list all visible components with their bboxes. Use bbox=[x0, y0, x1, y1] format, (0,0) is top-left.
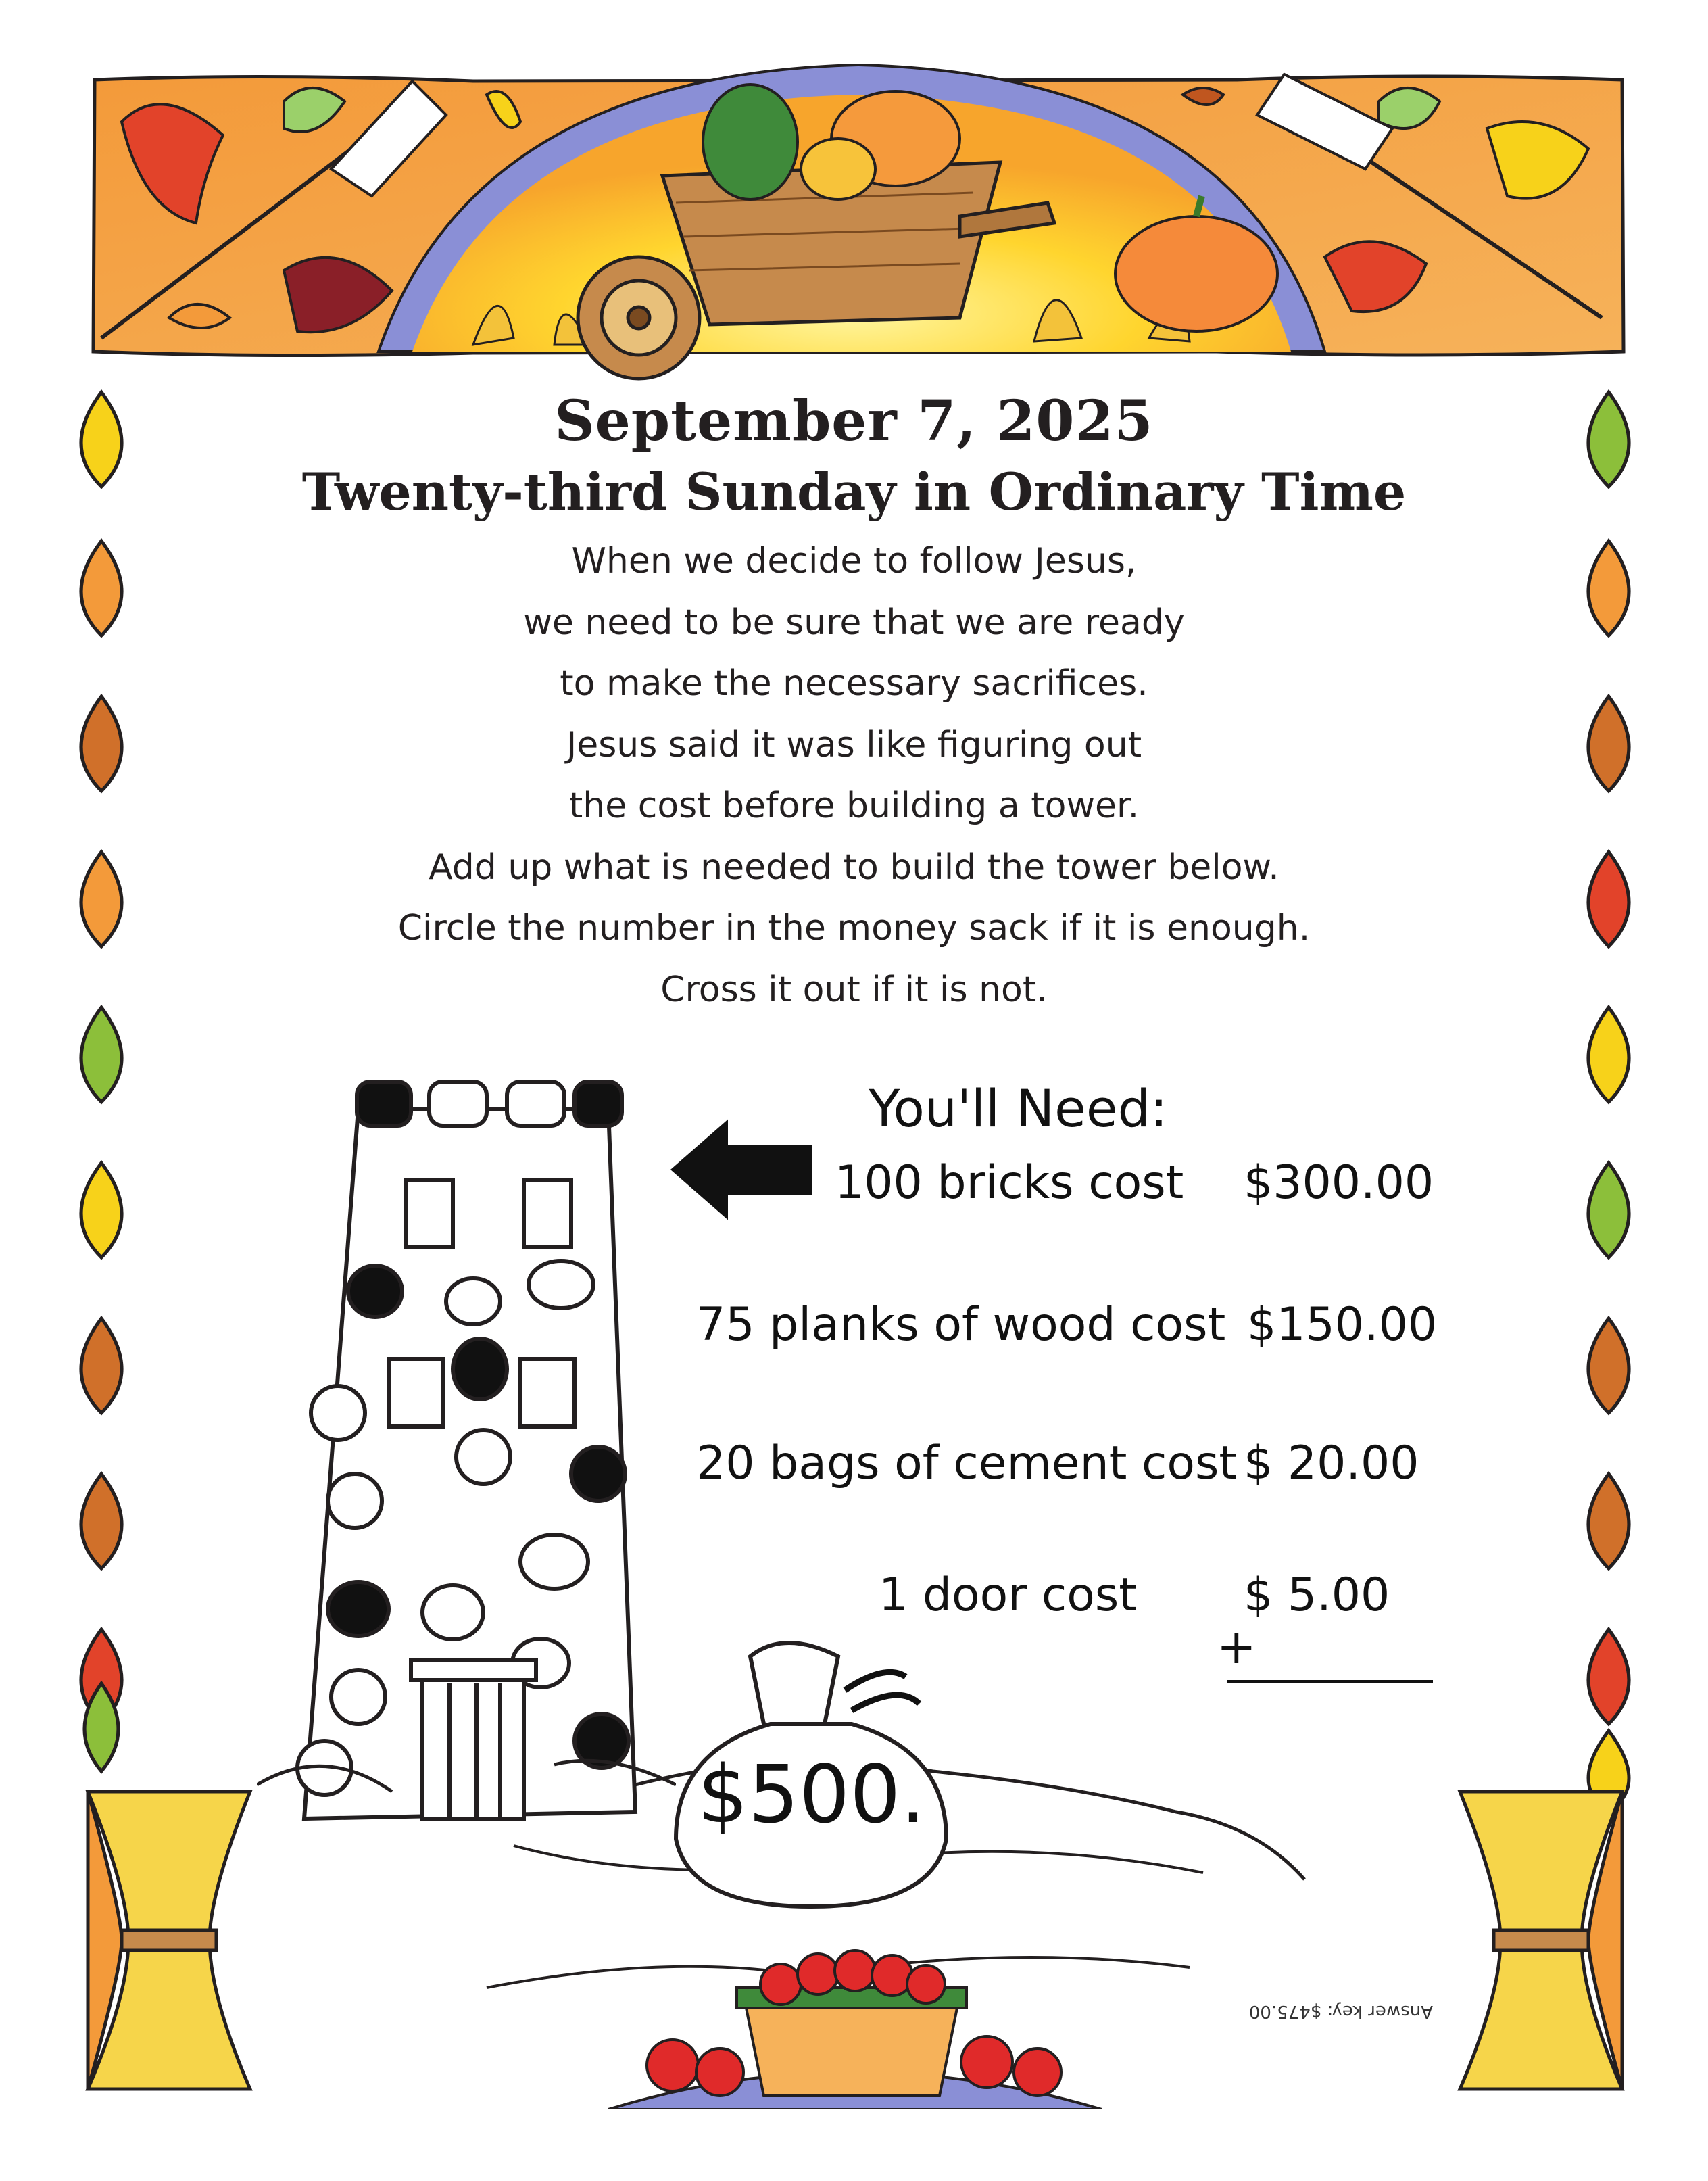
page-date: September 7, 2025 bbox=[554, 389, 1154, 454]
need-item-label: 100 bricks cost bbox=[835, 1156, 1184, 1209]
need-item-price: $ 20.00 bbox=[1244, 1437, 1419, 1490]
need-item-label: 1 door cost bbox=[879, 1568, 1137, 1622]
answer-key: Answer key: $475.00 bbox=[1248, 2001, 1433, 2021]
instruction-line: we need to be sure that we are ready bbox=[523, 602, 1185, 643]
page-title: Twenty-third Sunday in Ordinary Time bbox=[301, 462, 1407, 522]
left-wheat-sheaf bbox=[81, 1778, 264, 2103]
instructions-text bbox=[0, 531, 1708, 1020]
sum-line[interactable] bbox=[1227, 1680, 1433, 1683]
money-sack-amount[interactable]: $500. bbox=[698, 1748, 926, 1841]
instruction-line: the cost before building a tower. bbox=[568, 786, 1140, 826]
instruction-line: Circle the number in the money sack if it is enough. bbox=[397, 908, 1311, 949]
need-item-label: 20 bags of cement cost bbox=[696, 1437, 1238, 1490]
arrow-left-icon bbox=[669, 1116, 818, 1224]
autumn-banner-illustration bbox=[0, 0, 1708, 406]
instruction-line: Jesus said it was like figuring out bbox=[566, 724, 1142, 765]
instruction-line: Add up what is needed to build the tower below. bbox=[429, 846, 1279, 888]
instruction-line: to make the necessary sacrifices. bbox=[560, 663, 1148, 704]
apple-basket-illustration bbox=[608, 1934, 1102, 2109]
instruction-line: Cross it out if it is not. bbox=[660, 969, 1048, 1010]
need-item-price: $300.00 bbox=[1244, 1156, 1434, 1209]
instruction-line: When we decide to follow Jesus, bbox=[571, 541, 1137, 581]
need-item-price: $150.00 bbox=[1247, 1298, 1438, 1351]
need-item-label: 75 planks of wood cost bbox=[696, 1298, 1226, 1351]
needs-heading: You'll Need: bbox=[869, 1078, 1168, 1139]
plus-sign: + bbox=[1217, 1619, 1256, 1675]
right-wheat-sheaf bbox=[1446, 1778, 1629, 2103]
need-item-price: $ 5.00 bbox=[1244, 1568, 1390, 1622]
